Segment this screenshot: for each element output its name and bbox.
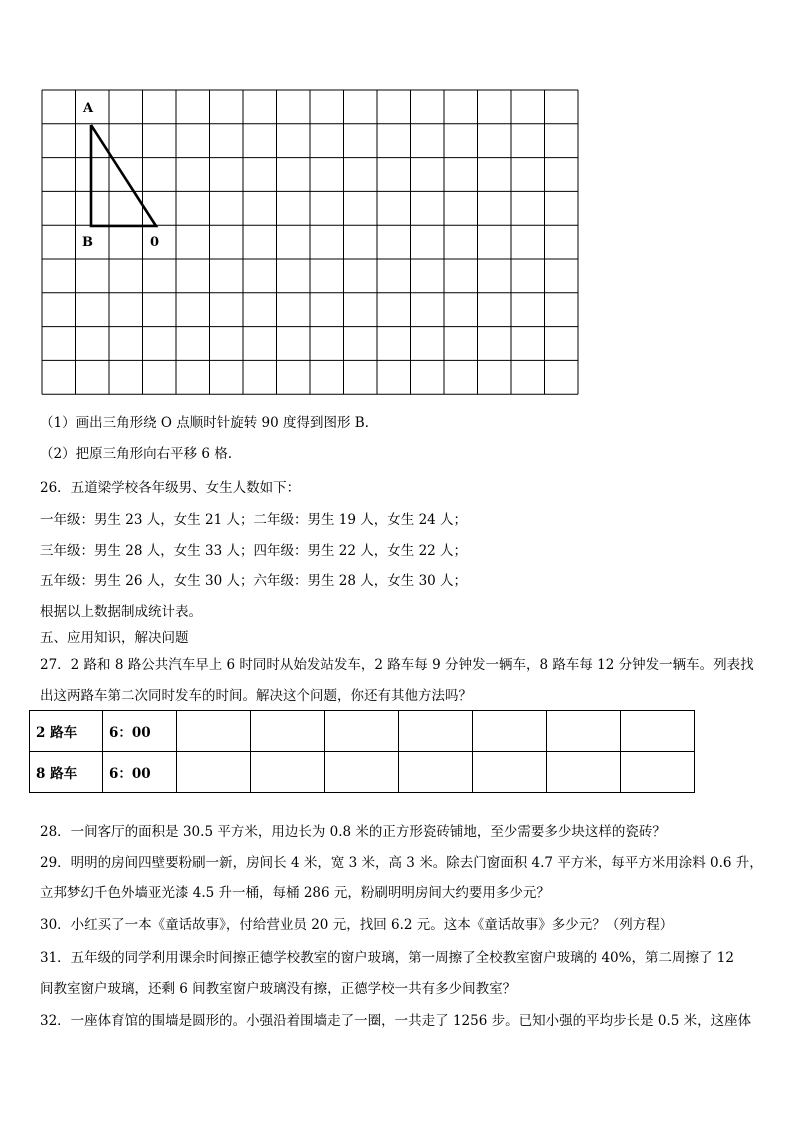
- blank-cell[interactable]: [325, 711, 399, 752]
- table-row: [30, 752, 695, 793]
- q27-line2: 出这两路车第二次同时发车的时间。解决这个问题，你还有其他方法吗？: [40, 688, 472, 704]
- q26-stem: 26．五道梁学校各年级男、女生人数如下：: [40, 480, 301, 496]
- blank-cell[interactable]: [547, 752, 621, 793]
- grid-figure: [0, 0, 794, 400]
- q29-line1: 29．明明的房间四壁要粉刷一新，房间长 4 米，宽 3 米，高 3 米。除去门窗面积 4.7 平方米，每平方米用涂料 0.6 升，: [40, 855, 763, 871]
- blank-cell[interactable]: [177, 711, 251, 752]
- table-row: [30, 711, 695, 752]
- blank-cell[interactable]: [177, 752, 251, 793]
- blank-cell[interactable]: [621, 711, 695, 752]
- q26-line1: 一年级：男生 23 人，女生 21 人；二年级：男生 19 人，女生 24 人；: [40, 512, 468, 528]
- q25-part2: （2）把原三角形向右平移 6 格.: [40, 446, 233, 462]
- grid-lines: [42, 90, 578, 394]
- q29-line2: 立邦梦幻千色外墙亚光漆 4.5 升一桶，每桶 286 元，粉刷明明房间大约要用多少元？: [40, 885, 550, 901]
- q31-line1: 31．五年级的同学利用课余时间擦正德学校教室的窗户玻璃，第一周擦了全校教室窗户玻璃的 40%，第二周擦了 12: [40, 950, 734, 966]
- q26-line3: 五年级：男生 26 人，女生 30 人；六年级：男生 28 人，女生 30 人；: [40, 573, 468, 589]
- blank-cell[interactable]: [399, 711, 473, 752]
- q32-line1: 32．一座体育馆的围墙是圆形的。小强沿着围墙走了一圈，一共走了 1256 步。已知小强的平均步长是 0.5 米，这座体: [40, 1013, 752, 1029]
- blank-cell[interactable]: [325, 752, 399, 793]
- route-cell: 8 路车: [30, 752, 103, 793]
- time-cell: 6：00: [103, 752, 177, 793]
- blank-cell[interactable]: [473, 711, 547, 752]
- q26-line2: 三年级：男生 28 人，女生 33 人；四年级：男生 22 人，女生 22 人；: [40, 543, 468, 559]
- blank-cell[interactable]: [251, 752, 325, 793]
- blank-cell[interactable]: [473, 752, 547, 793]
- q26-instruction: 根据以上数据制成统计表。: [40, 604, 202, 620]
- schedule-table: [29, 710, 695, 793]
- blank-cell[interactable]: [399, 752, 473, 793]
- q30-text: 30．小红买了一本《童话故事》，付给营业员 20 元，找回 6.2 元。这本《童话故事》多少元？（列方程）: [40, 917, 674, 933]
- q31-line2: 间教室窗户玻璃，还剩 6 间教室窗户玻璃没有擦，正德学校一共有多少间教室？: [40, 981, 517, 997]
- time-cell: 6：00: [103, 711, 177, 752]
- label-o: 0: [150, 235, 160, 250]
- triangle-abo: [91, 125, 156, 226]
- label-b: B: [82, 235, 93, 250]
- blank-cell[interactable]: [547, 711, 621, 752]
- route-cell: 2 路车: [30, 711, 103, 752]
- blank-cell[interactable]: [621, 752, 695, 793]
- q25-part1: （1）画出三角形绕 O 点顺时针旋转 90 度得到图形 B．: [40, 415, 379, 431]
- label-a: A: [83, 101, 94, 116]
- section-title: 五、应用知识，解决问题: [40, 630, 189, 646]
- q27-line1: 27．2 路和 8 路公共汽车早上 6 时同时从始发站发车，2 路车每 9 分钟发一辆车，8 路车每 12 分钟发一辆车。列表找: [40, 657, 754, 673]
- q28-text: 28．一间客厅的面积是 30.5 平方米，用边长为 0.8 米的正方形瓷砖铺地，至少需要多少块这样的瓷砖？: [40, 824, 666, 840]
- blank-cell[interactable]: [251, 711, 325, 752]
